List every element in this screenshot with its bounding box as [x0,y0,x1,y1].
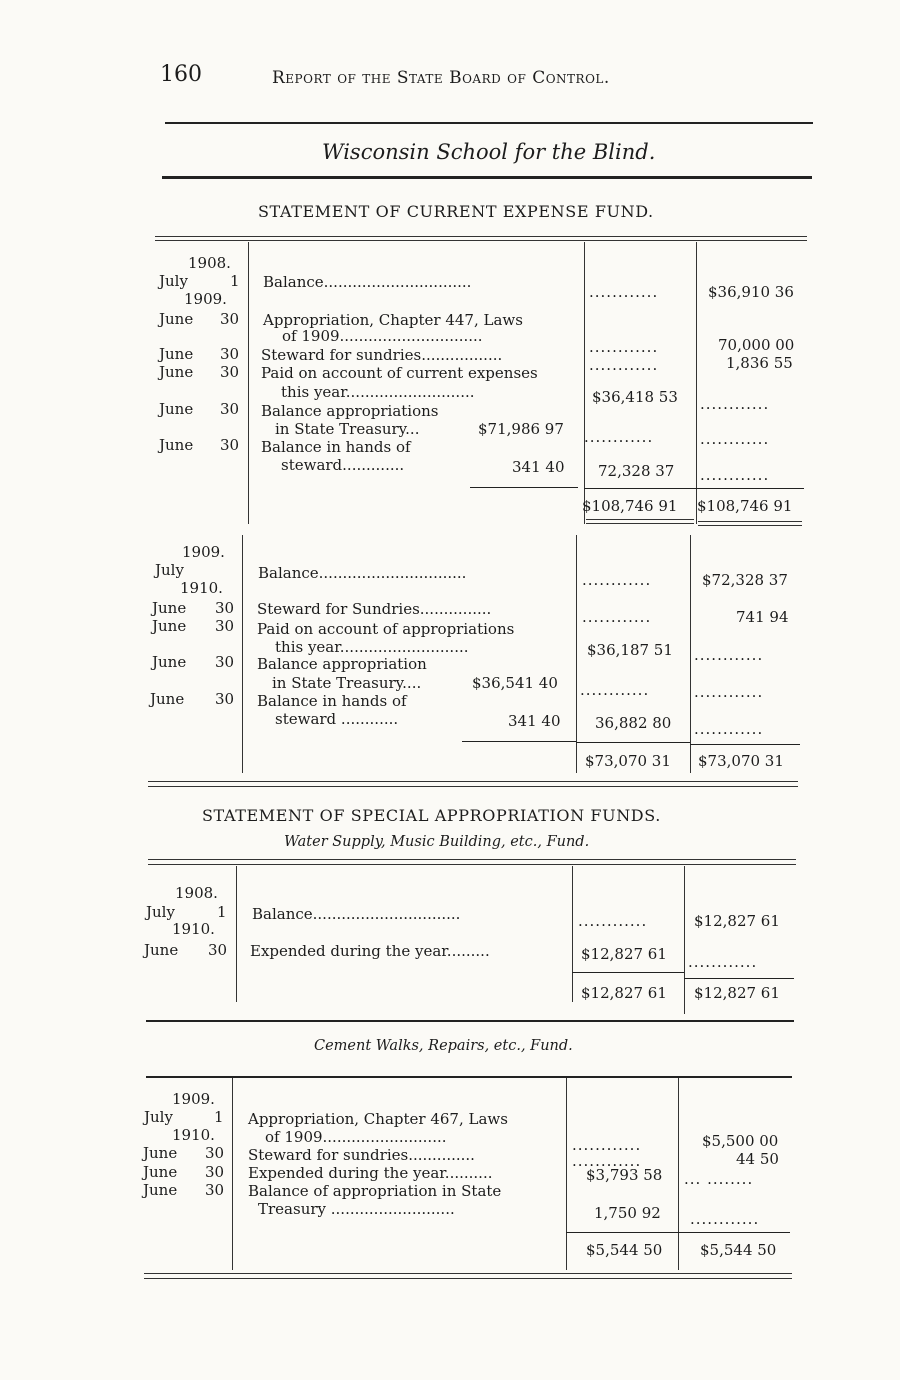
entry-text: Steward for Sundries............... [257,600,492,618]
entry-text: Balance of appropriation in State [248,1182,502,1200]
rule [165,122,813,124]
leader-dots: ............ [589,356,659,374]
running-title: Report of the State Board of Control. [272,68,610,88]
double-rule [155,236,807,238]
entry-text: Appropriation, Chapter 467, Laws [248,1110,508,1128]
date-month: June [159,363,194,381]
date-day: 30 [205,1144,225,1162]
column-divider [248,242,249,524]
date-day: 1 [230,272,240,290]
double-rule [148,864,796,866]
column-divider [576,535,577,773]
entry-text: this year........................... [281,383,475,401]
leader-dots: ............ [690,1210,760,1228]
debit-total: $5,544 50 [586,1241,663,1259]
double-rule [155,240,807,242]
date-month: June [152,617,187,635]
leader-dots: ............ [694,646,764,664]
entry-text: Balance in hands of [261,438,411,456]
credit-amount: 44 50 [736,1150,779,1168]
date-day: 30 [220,436,240,454]
date-month: June [150,690,185,708]
date-month: July [159,272,188,290]
leader-dots: ............ [582,608,652,626]
column-divider [232,1078,233,1270]
double-rule [148,859,796,861]
date-day: 30 [220,345,240,363]
debit-amount: 72,328 37 [598,462,675,480]
double-rule [148,781,798,783]
date-day: 1 [214,1108,224,1126]
leader-dots: ............ [688,953,758,971]
rule [572,972,684,973]
entry-text: steward............. [281,456,405,474]
leader-dots: ............ [572,1136,642,1154]
date-day: 1 [217,903,227,921]
double-rule [144,1278,792,1280]
leader-dots: ............ [589,338,659,356]
entry-text: Steward for sundries................. [261,346,503,364]
date-month: July [146,903,175,921]
entry-text: Expended during the year.......... [248,1164,493,1182]
entry-text: Balance in hands of [257,692,407,710]
date-day: 30 [205,1163,225,1181]
column-divider [572,866,573,1002]
entry-text: Steward for sundries.............. [248,1146,475,1164]
leader-dots: ............ [694,683,764,701]
leader-dots: ............ [694,720,764,738]
rule [162,176,812,179]
column-divider [696,242,697,524]
leader-dots: ............ [578,912,648,930]
rule [576,742,690,743]
debit-amount: $3,793 58 [586,1166,663,1184]
credit-amount: 70,000 00 [718,336,795,354]
rule [566,1232,678,1233]
page-number: 160 [160,62,202,87]
statement-title: STATEMENT OF SPECIAL APPROPRIATION FUNDS. [202,806,661,825]
debit-amount: $36,187 51 [587,641,673,659]
date-month: June [159,345,194,363]
entry-text: Expended during the year......... [250,942,490,960]
date-month: June [159,400,194,418]
credit-amount: $36,910 36 [708,283,794,301]
entry-text: Balance............................... [252,905,461,923]
credit-amount: $12,827 61 [694,912,780,930]
leader-dots: ............ [580,681,650,699]
entry-text: this year........................... [275,638,469,656]
inline-amount: 341 40 [512,458,565,476]
double-rule [698,521,802,523]
date-month: June [144,941,179,959]
fund-subtitle: Water Supply, Music Building, etc., Fund. [284,834,590,850]
date-day: 30 [215,653,235,671]
date-month: June [143,1163,178,1181]
leader-dots: ... ........ [684,1170,754,1188]
column-divider [678,1078,679,1270]
column-divider [690,535,691,773]
date-month: June [159,436,194,454]
column-divider [236,866,237,1002]
rule [696,488,804,489]
double-rule [148,786,798,788]
double-rule [144,1273,792,1275]
debit-total: $73,070 31 [585,752,671,770]
column-divider [242,535,243,773]
entry-text: Paid on account of appropriations [257,620,515,638]
leader-dots: ............ [584,428,654,446]
credit-amount: $72,328 37 [702,571,788,589]
year-label: 1910. [180,579,223,597]
date-day: 30 [215,690,235,708]
credit-amount: 741 94 [736,608,789,626]
double-rule [586,523,694,525]
leader-dots: ............ [582,571,652,589]
date-day: 30 [220,400,240,418]
double-rule [586,519,694,521]
date-day: 30 [215,599,235,617]
debit-total: $12,827 61 [581,984,667,1002]
credit-total: $12,827 61 [694,984,780,1002]
entry-text: in State Treasury.... [272,674,422,692]
debit-amount: $12,827 61 [581,945,667,963]
institution-title: Wisconsin School for the Blind. [322,140,656,164]
leader-dots: ............ [589,283,659,301]
credit-amount: $5,500 00 [702,1132,779,1150]
leader-dots: ............ [572,1152,642,1170]
inline-amount: $71,986 97 [478,420,564,438]
rule [690,744,800,745]
rule [678,1232,790,1233]
credit-total: $73,070 31 [698,752,784,770]
entry-text: Balance appropriation [257,655,427,673]
rule [146,1020,794,1022]
rule [684,978,794,979]
year-label: 1910. [172,1126,215,1144]
debit-total: $108,746 91 [582,497,678,515]
credit-total: $108,746 91 [697,497,793,515]
entry-text: in State Treasury... [275,420,420,438]
date-month: June [143,1144,178,1162]
credit-amount: 1,836 55 [726,354,793,372]
double-rule [698,525,802,527]
date-month: June [143,1181,178,1199]
leader-dots: ............ [700,466,770,484]
credit-total: $5,544 50 [700,1241,777,1259]
column-divider [584,242,585,524]
year-label: 1909. [182,543,225,561]
date-month: July [144,1108,173,1126]
date-month: July [155,561,184,579]
fund-subtitle: Cement Walks, Repairs, etc., Fund. [314,1038,573,1054]
entry-text: Balance............................... [258,564,467,582]
leader-dots: ............ [700,395,770,413]
date-day: 30 [220,363,240,381]
rule [146,1076,792,1078]
entry-text: Balance appropriations [261,402,439,420]
entry-text: of 1909.......................... [265,1128,447,1146]
inline-amount: $36,541 40 [472,674,558,692]
rule [584,488,696,489]
year-label: 1908. [188,254,231,272]
entry-text: of 1909.............................. [282,327,483,345]
entry-text: Paid on account of current expenses [261,364,538,382]
debit-amount: $36,418 53 [592,388,678,406]
column-divider [566,1078,567,1270]
year-label: 1908. [175,884,218,902]
debit-amount: 36,882 80 [595,714,672,732]
rule [470,487,578,488]
year-label: 1909. [184,290,227,308]
date-month: June [152,653,187,671]
date-day: 30 [208,941,228,959]
date-day: 30 [205,1181,225,1199]
date-day: 30 [220,310,240,328]
entry-text: steward ............ [275,710,399,728]
entry-text: Balance............................... [263,273,472,291]
date-month: June [159,310,194,328]
year-label: 1909. [172,1090,215,1108]
entry-text: Treasury .......................... [258,1200,455,1218]
debit-amount: 1,750 92 [594,1204,661,1222]
date-month: June [152,599,187,617]
inline-amount: 341 40 [508,712,561,730]
year-label: 1910. [172,920,215,938]
leader-dots: ............ [700,430,770,448]
entry-text: Appropriation, Chapter 447, Laws [263,311,523,329]
date-day: 30 [215,617,235,635]
column-divider [684,866,685,1014]
rule [462,741,576,742]
statement-title: STATEMENT OF CURRENT EXPENSE FUND. [258,202,654,221]
